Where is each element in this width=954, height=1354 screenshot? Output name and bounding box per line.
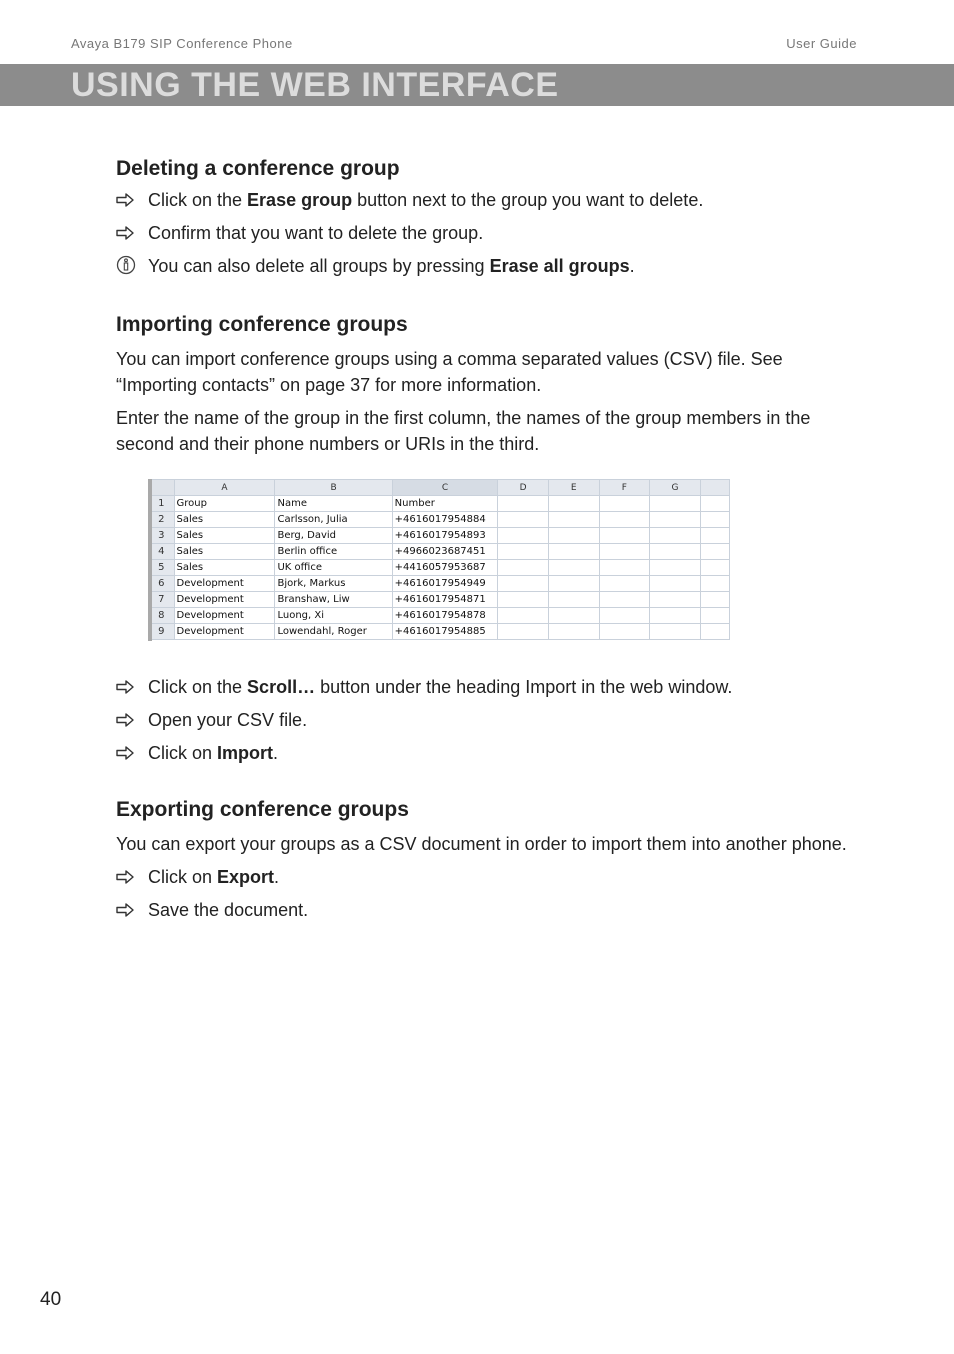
cell-name: Bjork, Markus xyxy=(275,576,392,592)
cell-number: +4616017954878 xyxy=(392,608,498,624)
row-number: 4 xyxy=(149,544,175,560)
row-number: 1 xyxy=(149,496,175,512)
arrow-right-icon xyxy=(116,864,148,891)
table-row xyxy=(149,496,730,512)
cell-name: Berlin office xyxy=(275,544,392,560)
row-number: 7 xyxy=(149,592,175,608)
cell-name: Carlsson, Julia xyxy=(275,512,392,528)
cell-group: Development xyxy=(174,592,275,608)
column-header: E xyxy=(548,480,599,496)
column-header-row xyxy=(149,480,730,496)
cell-number: +4966023687451 xyxy=(392,544,498,560)
table-row xyxy=(149,624,730,640)
table-row xyxy=(149,528,730,544)
arrow-right-icon xyxy=(116,897,148,924)
row-number: 5 xyxy=(149,560,175,576)
row-number: 9 xyxy=(149,624,175,640)
column-header: B xyxy=(275,480,392,496)
row-number: 8 xyxy=(149,608,175,624)
column-header xyxy=(700,480,729,496)
spreadsheet-edge xyxy=(148,479,152,641)
table-row xyxy=(149,608,730,624)
arrow-right-icon xyxy=(116,187,148,214)
step-item xyxy=(116,187,866,214)
cell-number: +4616017954885 xyxy=(392,624,498,640)
cell-group: Sales xyxy=(174,544,275,560)
table-row xyxy=(149,576,730,592)
arrow-right-icon xyxy=(116,220,148,247)
step-text: Confirm that you want to delete the group. xyxy=(148,223,484,243)
row-number: 2 xyxy=(149,512,175,528)
cell-group: Sales xyxy=(174,528,275,544)
page-content xyxy=(116,154,866,930)
cell-number: +4616017954893 xyxy=(392,528,498,544)
heading-deleting: Deleting a conference group xyxy=(116,157,400,180)
step-item xyxy=(116,707,866,734)
cell-number: +4416057953687 xyxy=(392,560,498,576)
cell-group: Development xyxy=(174,624,275,640)
step-text: Open your CSV file. xyxy=(148,710,308,730)
arrow-right-icon xyxy=(116,707,148,734)
step-item xyxy=(116,897,866,924)
import-paragraph-1: You can import conference groups using a comma separated values (CSV) file. See “Importing contacts” on page 37 for more information. xyxy=(116,349,783,395)
note-text: You can also delete all groups by pressing Erase all groups. xyxy=(148,256,635,276)
cell-name: Branshaw, Liw xyxy=(275,592,392,608)
table-row xyxy=(149,544,730,560)
column-header: G xyxy=(650,480,701,496)
cell-name: Berg, David xyxy=(275,528,392,544)
step-item xyxy=(116,740,866,767)
spreadsheet-screenshot xyxy=(148,479,730,641)
cell-number: +4616017954949 xyxy=(392,576,498,592)
heading-importing: Importing conference groups xyxy=(116,313,408,336)
header-product: Avaya B179 SIP Conference Phone xyxy=(71,36,293,51)
cell-name: Name xyxy=(275,496,392,512)
banner-title: USING THE WEB INTERFACE xyxy=(71,66,559,104)
page-number: 40 xyxy=(40,1289,62,1310)
cell-name: Luong, Xi xyxy=(275,608,392,624)
column-header: F xyxy=(599,480,650,496)
cell-name: UK office xyxy=(275,560,392,576)
step-text: Click on Export. xyxy=(148,867,280,887)
heading-exporting: Exporting conference groups xyxy=(116,798,409,821)
step-item xyxy=(116,674,866,701)
column-header: A xyxy=(174,480,275,496)
cell-number: +4616017954884 xyxy=(392,512,498,528)
step-text: Click on the Scroll… button under the heading Import in the web window. xyxy=(148,677,733,697)
cell-group: Sales xyxy=(174,512,275,528)
import-paragraph-2: Enter the name of the group in the first column, the names of the group members in the second and their phone numbers or URIs in the third. xyxy=(116,408,811,454)
cell-group: Development xyxy=(174,576,275,592)
step-item xyxy=(116,220,866,247)
step-text: Save the document. xyxy=(148,900,309,920)
row-number: 6 xyxy=(149,576,175,592)
cell-group: Group xyxy=(174,496,275,512)
table-row xyxy=(149,592,730,608)
spreadsheet-table xyxy=(148,479,730,640)
column-header: D xyxy=(498,480,549,496)
table-row xyxy=(149,512,730,528)
export-paragraph: You can export your groups as a CSV document in order to import them into another phone. xyxy=(116,834,847,854)
step-text: Click on the Erase group button next to the group you want to delete. xyxy=(148,190,704,210)
info-icon xyxy=(116,253,148,282)
header-doc-type: User Guide xyxy=(786,36,857,51)
table-row xyxy=(149,560,730,576)
cell-number: +4616017954871 xyxy=(392,592,498,608)
note-item xyxy=(116,253,866,282)
section-banner xyxy=(0,64,954,106)
arrow-right-icon xyxy=(116,674,148,701)
step-item xyxy=(116,864,866,891)
row-number: 3 xyxy=(149,528,175,544)
cell-group: Development xyxy=(174,608,275,624)
cell-group: Sales xyxy=(174,560,275,576)
arrow-right-icon xyxy=(116,740,148,767)
cell-name: Lowendahl, Roger xyxy=(275,624,392,640)
cell-number: Number xyxy=(392,496,498,512)
step-text: Click on Import. xyxy=(148,743,279,763)
column-header: C xyxy=(392,480,498,496)
corner-cell xyxy=(149,480,175,496)
